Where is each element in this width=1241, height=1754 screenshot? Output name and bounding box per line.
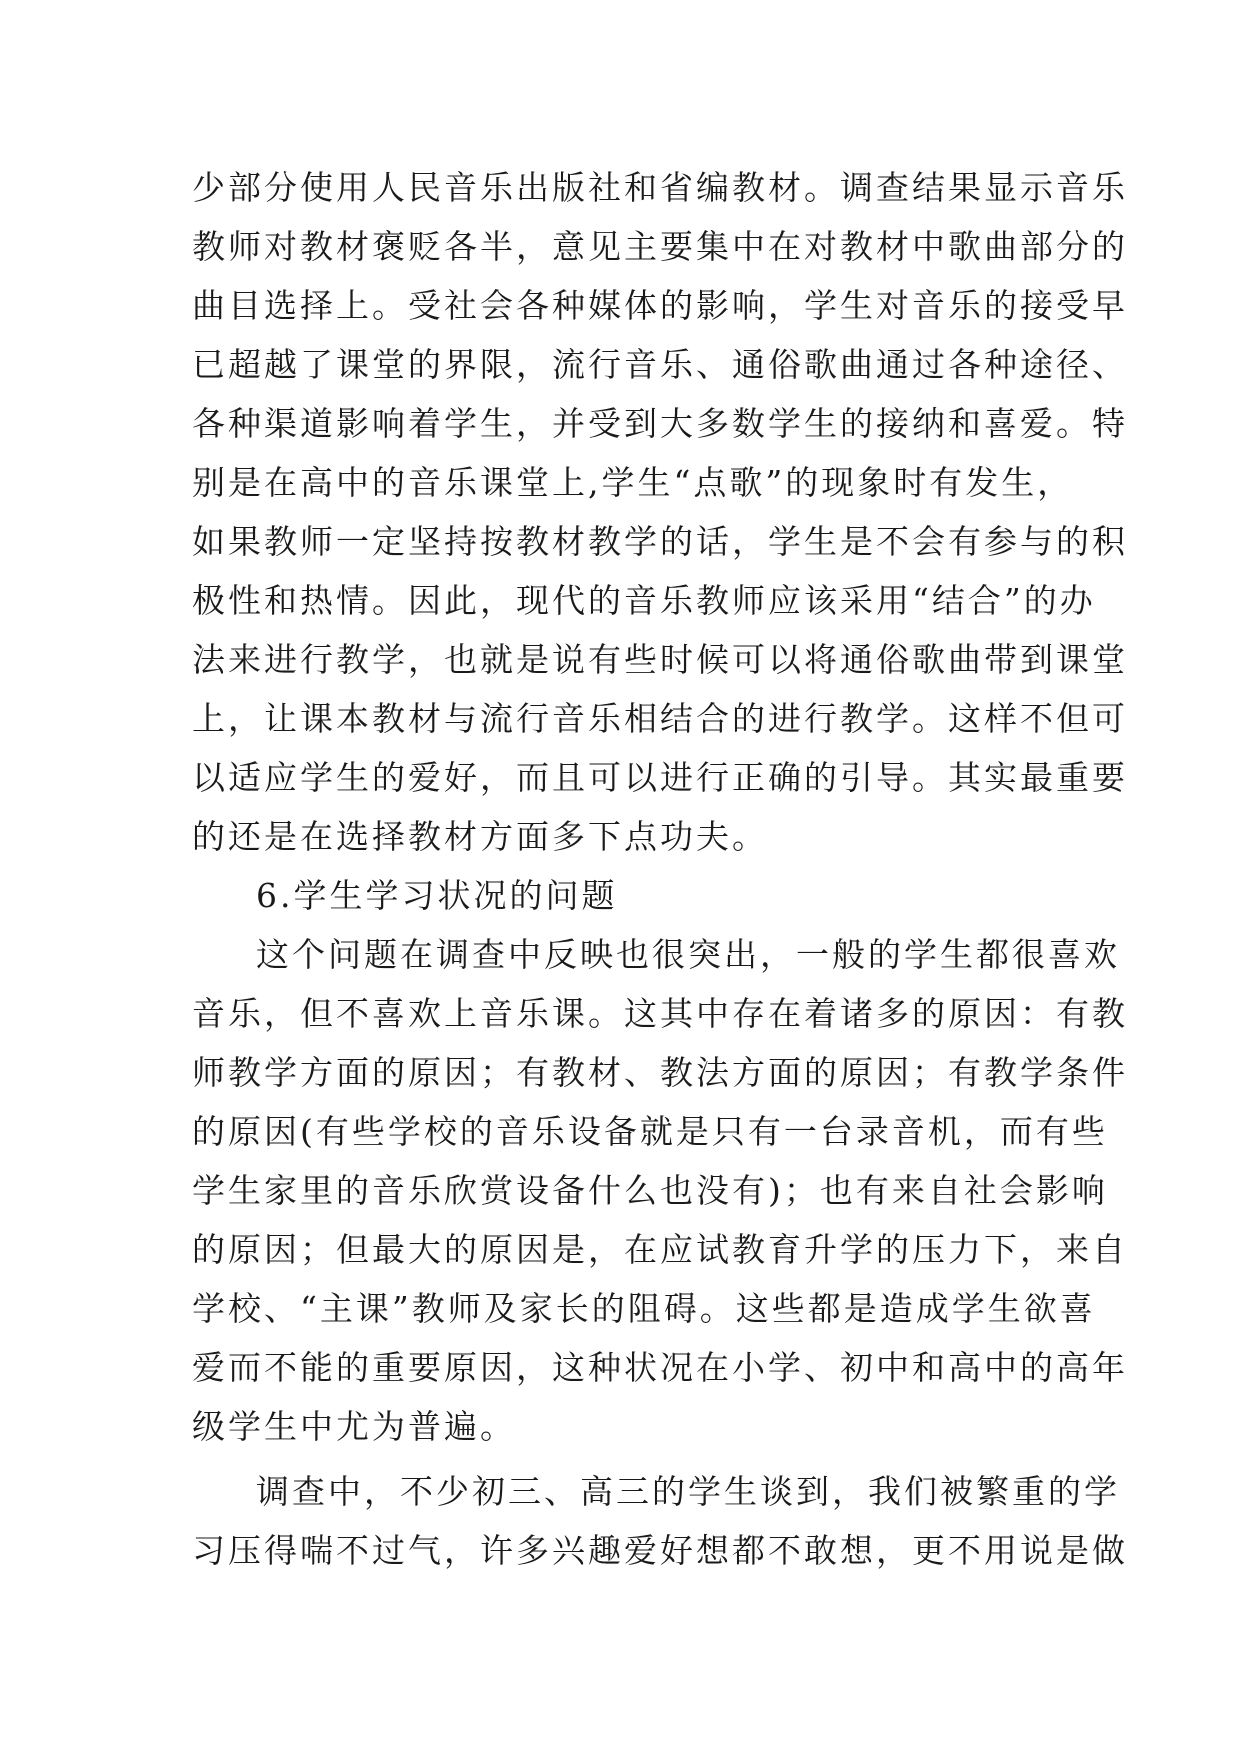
text-line: 这个问题在调查中反映也很突出，一般的学生都很喜欢 [256, 935, 1120, 974]
body-text [192, 158, 1128, 1580]
text-line: 少部分使用人民音乐出版社和省编教材。调查结果显示音乐 [192, 168, 1128, 207]
text-line: 调查中，不少初三、高三的学生谈到，我们被繁重的学 [256, 1472, 1120, 1511]
text-line: 教师对教材褒贬各半，意见主要集中在对教材中歌曲部分的 [192, 227, 1128, 266]
text-line: 学校、“主课”教师及家长的阻碍。这些都是造成学生欲喜 [192, 1289, 1096, 1328]
text-line: 极性和热情。因此，现代的音乐教师应该采用“结合”的办 [192, 581, 1096, 620]
text-line: 的原因(有些学校的音乐设备就是只有一台录音机，而有些 [192, 1112, 1108, 1151]
text-line: 音乐，但不喜欢上音乐课。这其中存在着诸多的原因：有教 [192, 994, 1128, 1033]
text-line: 师教学方面的原因；有教材、教法方面的原因；有教学条件 [192, 1053, 1128, 1092]
text-line: 上，让课本教材与流行音乐相结合的进行教学。这样不但可 [192, 699, 1128, 738]
paragraph-survey-seniors [192, 1462, 1128, 1580]
paragraph-learning-status [192, 925, 1128, 1456]
text-line: 以适应学生的爱好，而且可以进行正确的引导。其实最重要 [192, 758, 1128, 797]
section-heading-6 [192, 866, 1072, 925]
text-line: 级学生中尤为普遍。 [192, 1407, 516, 1446]
text-line: 的还是在选择教材方面多下点功夫。 [192, 817, 768, 856]
text-line: 习压得喘不过气，许多兴趣爱好想都不敢想，更不用说是做 [192, 1531, 1128, 1570]
text-line: 别是在高中的音乐课堂上,学生“点歌”的现象时有发生， [192, 463, 1074, 502]
text-line: 已超越了课堂的界限，流行音乐、通俗歌曲通过各种途径、 [192, 345, 1128, 384]
text-line: 学生家里的音乐欣赏设备什么也没有)；也有来自社会影响 [192, 1171, 1108, 1210]
text-line: 法来进行教学，也就是说有些时候可以将通俗歌曲带到课堂 [192, 640, 1128, 679]
text-line: 6.学生学习状况的问题 [256, 876, 618, 915]
text-line: 的原因；但最大的原因是，在应试教育升学的压力下，来自 [192, 1230, 1128, 1269]
text-line: 爱而不能的重要原因，这种状况在小学、初中和高中的高年 [192, 1348, 1128, 1387]
text-line: 各种渠道影响着学生，并受到大多数学生的接纳和喜爱。特 [192, 404, 1128, 443]
text-line: 如果教师一定坚持按教材教学的话，学生是不会有参与的积 [192, 522, 1128, 561]
text-line: 曲目选择上。受社会各种媒体的影响，学生对音乐的接受早 [192, 286, 1128, 325]
paragraph-textbook-selection [192, 158, 1128, 866]
